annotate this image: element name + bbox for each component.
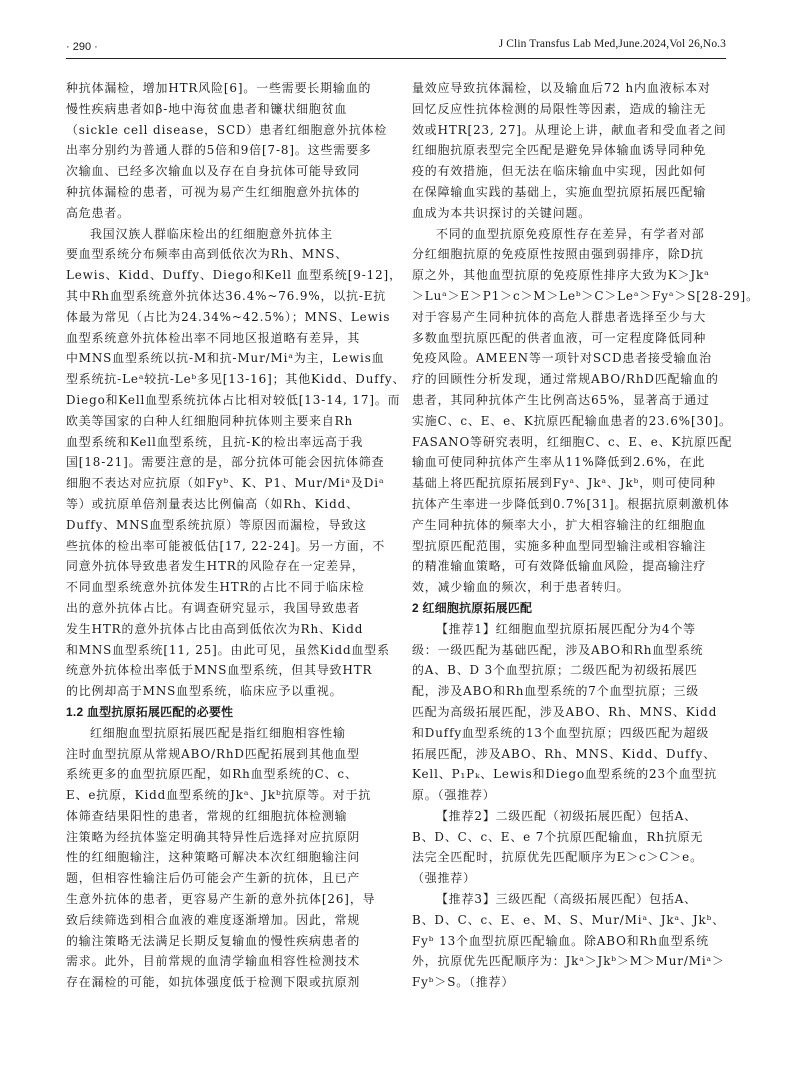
right-column-text-line: 拓展匹配，涉及ABO、Rh、MNS、Kidd、Duffy、 <box>412 746 717 761</box>
left-column-text-line: 需求。此外，目前常规的血清学输血相容性检测技术 <box>66 954 361 969</box>
right-column-text-line: 原之外，其他血型抗原的免疫原性排序大致为K＞Jkᵃ <box>412 268 710 283</box>
right-column-text-line: 红细胞抗原表型完全匹配是避免异体输血诱导同种免 <box>412 143 707 158</box>
right-column-text-line: 【推荐1】红细胞血型抗原拓展匹配分为4个等 <box>436 621 696 636</box>
left-column-text-line: 不同血型系统意外抗体发生HTR的占比不同于临床检 <box>66 580 365 595</box>
right-column-text-line: 效，减少输血的频次，利于患者转归。 <box>412 580 630 595</box>
left-column-text-line: 体筛查结果阳性的患者，常规的红细胞抗体检测输 <box>66 808 348 823</box>
left-column-text-line: （sickle cell disease，SCD）患者红细胞意外抗体检 <box>66 122 388 137</box>
right-column-text-line: 血成为本共识探讨的关键问题。 <box>412 205 592 220</box>
left-column-text-line: 出的意外抗体占比。有调查研究显示，我国导致患者 <box>66 600 361 615</box>
left-column-text-line: 题，但相容性输注后仍可能会产生新的抗体，且已产 <box>66 871 361 886</box>
left-column-text-line: 我国汉族人群临床检出的红细胞意外抗体主 <box>90 226 334 241</box>
right-column-text-line: Fyᵇ＞S。（推荐） <box>412 975 515 990</box>
left-column-text-line: 出率分别约为普通人群的5倍和9倍[7-8]。这些需要多 <box>66 143 372 158</box>
right-column-text-line: 抗体产生率进一步降低到0.7%[31]。根据抗原刺激机体 <box>412 496 730 511</box>
left-column-text-line: 体最为常见（占比为24.34%~42.5%）；MNS、Lewis <box>66 309 391 324</box>
right-column-text-line: 输血可使同种抗体产生率从11%降低到2.6%，在此 <box>412 455 706 470</box>
left-column-text-line: 注策略为经抗体鉴定明确其特异性后选择对应抗原阴 <box>66 829 361 844</box>
right-column-text-line: 效或HTR[23, 27]。从理论上讲，献血者和受血者之间 <box>412 122 727 137</box>
left-column-text-line: 性的红细胞输注，这种策略可解决本次红细胞输注问 <box>66 850 361 865</box>
left-column-text-line: Diego和Kell血型系统抗体占比相对较低[13-14, 17]。而 <box>66 392 401 407</box>
right-column-text-line: FASANO等研究表明，红细胞C、c、E、e、K抗原匹配 <box>412 434 733 449</box>
right-column-text-line: 匹配为高级拓展匹配，涉及ABO、Rh、MNS、Kidd <box>412 704 718 719</box>
left-column-text-line: 次输血、已经多次输血以及存在自身抗体可能导致同 <box>66 164 361 179</box>
left-column-text-line: 发生HTR的意外抗体占比由高到低依次为Rh、Kidd <box>66 621 364 636</box>
right-column-text-line: 级：一级匹配为基础匹配，涉及ABO和Rh血型系统 <box>412 642 704 657</box>
left-column-text-line: 慢性疾病患者如β-地中海贫血患者和镰状细胞贫血 <box>66 101 348 116</box>
right-column-text-line: 的精准输血策略，可有效降低输血风险，提高输注疗 <box>412 559 707 574</box>
left-column-text-line: 其中Rh血型系统意外抗体达36.4%~76.9%，以抗-E抗 <box>66 288 387 303</box>
right-column-text-line: 多数血型抗原匹配的供者血液，可一定程度降低同种 <box>412 330 707 345</box>
right-column-text-line: 不同的血型抗原免疫原性存在差异，有学者对部 <box>436 226 705 241</box>
right-column-text-line: Kell、P₁Pₖ、Lewis和Diego血型系统的23个血型抗 <box>412 767 718 782</box>
left-column-text-line: 红细胞血型抗原拓展匹配是指红细胞相容性输 <box>90 725 346 740</box>
left-column-text-line: 的输注策略无法满足长期反复输血的慢性疾病患者的 <box>66 933 361 948</box>
right-column-text-line: 基础上将匹配抗原拓展到Fyᵃ、Jkᵃ、Jkᵇ，则可使同种 <box>412 476 716 491</box>
right-column-text-line: B、D、C、c、E、e、M、S、Mur/Miᵃ、Jkᵃ、Jkᵇ、 <box>412 912 726 927</box>
right-column-text-line: 配，涉及ABO和Rh血型系统的7个血型抗原；三级 <box>412 684 700 699</box>
left-column <box>66 78 406 993</box>
left-column-text-line: 同意外抗体导致患者发生HTR的风险存在一定差异， <box>66 559 365 574</box>
right-column-text-line: 疗的回顾性分析发现，通过常规ABO/RhD匹配输血的 <box>412 372 719 387</box>
left-column-text-line: 高危患者。 <box>66 205 130 220</box>
left-column-text-line: Lewis、Kidd、Duffy、Diego和Kell 血型系统[9-12]， <box>66 268 402 283</box>
right-column-text-line: （强推荐） <box>412 871 476 886</box>
left-column-text-line: 国[18-21]。需要注意的是，部分抗体可能会因抗体筛查 <box>66 455 385 470</box>
left-column-text-line: E、e抗原，Kidd血型系统的Jkᵃ、Jkᵇ抗原等。对于抗 <box>66 788 372 803</box>
left-column-text-line: 中MNS血型系统以抗-M和抗-Mur/Miᵃ为主，Lewis血 <box>66 351 385 366</box>
left-column-text-line: 等）或抗原单倍剂量表达比例偏高（如Rh、Kidd、 <box>66 496 359 511</box>
left-column-text-line: Duffy、MNS血型系统抗原）等原因而漏检，导致这 <box>66 517 367 532</box>
left-column-text-line: 要血型系统分布频率由高到低依次为Rh、MNS、 <box>66 247 349 262</box>
left-column-text-line: 和MNS血型系统[11, 25]。由此可见，虽然Kidd血型系 <box>66 642 390 657</box>
right-column-text-line: B、D、C、c、E、e 7个抗原匹配输血，Rh抗原无 <box>412 829 704 844</box>
left-column-text-line: 细胞不表达对应抗原（如Fyᵇ、K、P1、Mur/Miᵃ及Diᵃ <box>66 476 385 491</box>
right-column-text-line: 法完全匹配时，抗原优先匹配顺序为E＞c＞C＞e。 <box>412 850 703 865</box>
left-column-text-line: 生意外抗体的患者，更容易产生新的意外抗体[26]，导 <box>66 892 376 907</box>
right-column-text-line: 分红细胞抗原的免疫原性按照由强到弱排序，除D抗 <box>412 247 704 262</box>
left-column-text-line: 欧美等国家的白种人红细胞同种抗体则主要来自Rh <box>66 413 354 428</box>
right-column-text-line: 回忆反应性抗体检测的局限性等因素，造成的输注无 <box>412 101 707 116</box>
right-column <box>412 78 759 993</box>
running-header <box>66 38 726 59</box>
left-column-text-line: 统意外抗体检出率低于MNS血型系统，但其导致HTR <box>66 663 373 678</box>
left-column-text-line: 些抗体的检出率可能被低估[17, 22-24]。另一方面，不 <box>66 538 386 553</box>
left-column-text-line: 致后续筛选到相合血液的难度逐渐增加。因此，常规 <box>66 912 361 927</box>
right-column-text-line: Fyᵇ 13个血型抗原匹配输血。除ABO和Rh血型系统 <box>412 933 710 948</box>
right-column-text-line: 在保障输血实践的基础上，实施血型抗原拓展匹配输 <box>412 184 707 199</box>
right-column-text-line: 对于容易产生同种抗体的高危人群患者选择至少与大 <box>412 309 707 324</box>
right-column-text-line: 产生同种抗体的频率大小，扩大相容输注的红细胞血 <box>412 517 707 532</box>
right-column-text-line: 外，抗原优先匹配顺序为：Jkᵃ＞Jkᵇ＞M＞Mur/Miᵃ＞ <box>412 954 725 969</box>
left-column-text-line: 型系统抗-Leᵃ较抗-Leᵇ多见[13-16]；其他Kidd、Duffy、 <box>66 372 406 387</box>
section-heading: 1.2 血型抗原拓展匹配的必要性 <box>66 704 234 719</box>
right-column-text-line: 免疫风险。AMEEN等一项针对SCD患者接受输血治 <box>412 351 712 366</box>
left-column-text-line: 系统更多的血型抗原匹配，如Rh血型系统的C、c、 <box>66 767 358 782</box>
right-column-text-line: 疫的有效措施，但无法在临床输血中实现，因此如何 <box>412 164 707 179</box>
page-number: · 290 · <box>66 41 98 53</box>
left-column-text-line: 血型系统意外抗体检出率不同地区报道略有差异，其 <box>66 330 361 345</box>
right-column-text-line: 和Duffy血型系统的13个血型抗原；四级匹配为超级 <box>412 725 710 740</box>
right-column-text-line: 【推荐3】三级匹配（高级拓展匹配）包括A、 <box>436 892 697 907</box>
left-column-text-line: 种抗体漏检的患者，可视为易产生红细胞意外抗体的 <box>66 184 361 199</box>
right-column-text-line: 量效应导致抗体漏检，以及输血后72 h内血液标本对 <box>412 81 711 95</box>
right-column-text-line: 实施C、c、E、e、K抗原匹配输血患者的23.6%[30]。 <box>412 413 732 428</box>
left-column-text-line: 存在漏检的可能，如抗体强度低于检测下限或抗原剂 <box>66 975 361 990</box>
left-column-text-line: 种抗体漏检，增加HTR风险[6]。一些需要长期输血的 <box>66 81 372 95</box>
left-column-text-line: 的比例却高于MNS血型系统，临床应予以重视。 <box>66 684 343 699</box>
left-column-text-line: 血型系统和Kell血型系统，且抗-K的检出率远高于我 <box>66 434 364 449</box>
journal-citation: J Clin Transfus Lab Med,June.2024,Vol 26,No.3 <box>498 38 726 50</box>
left-column-text-line: 注时血型抗原从常规ABO/RhD匹配拓展到其他血型 <box>66 746 360 761</box>
right-column-text-line: 的A、B、D 3个血型抗原；二级匹配为初级拓展匹 <box>412 663 698 678</box>
right-column-text-line: 患者，其同种抗体产生比例高达65%，显著高于通过 <box>412 392 710 407</box>
section-heading: 2 红细胞抗原拓展匹配 <box>412 600 533 615</box>
right-column-text-line: 型抗原匹配范围，实施多种血型同型输注或相容输注 <box>412 538 707 553</box>
right-column-text-line: 原。（强推荐） <box>412 788 496 803</box>
right-column-text-line: 【推荐2】二级匹配（初级拓展匹配）包括A、 <box>436 808 697 823</box>
right-column-text-line: ＞Luᵃ＞E＞P1＞c＞M＞Leᵇ＞C＞Leᵃ＞Fyᵃ＞S[28-29]。 <box>412 288 759 303</box>
